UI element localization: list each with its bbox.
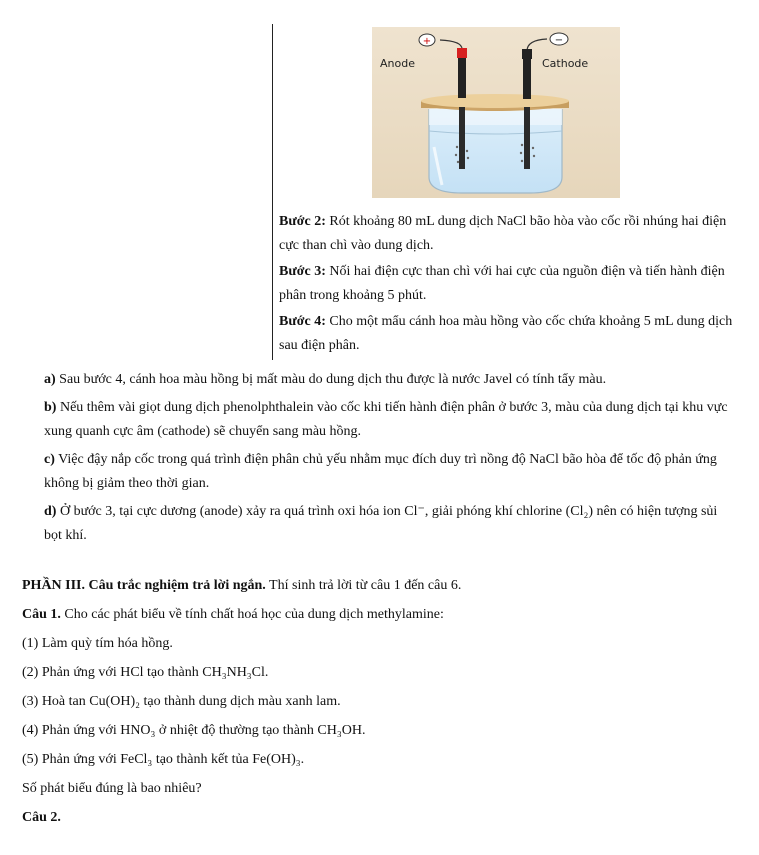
svg-text:+: +: [422, 36, 432, 47]
anode-label: Anode: [380, 57, 415, 70]
question-1: Câu 1. Cho các phát biểu về tính chất hoá học của dung dịch methylamine:: [22, 607, 444, 622]
beaker-icon: [429, 109, 562, 193]
statement-4: (4) Phản ứng với HNO₃ ở nhiệt độ thường tạo thành CH₃OH.: [22, 723, 366, 738]
procedure-steps: [279, 210, 739, 358]
part-three-heading: PHẦN III. Câu trắc nghiệm trả lời ngắn. Thí sinh trả lời từ câu 1 đến câu 6.: [22, 578, 462, 593]
statement-2: (2) Phản ứng với HCl tạo thành CH₃NH₃Cl.: [22, 665, 269, 680]
cathode-label: Cathode: [542, 57, 589, 70]
option-c: c) Việc đậy nắp cốc trong quá trình điện phân chủ yếu nhằm mục đích duy trì nồng độ NaCl bão hòa để tốc độ phản ứng không bị giảm theo thời gian.: [44, 452, 717, 491]
step-4: Bước 4: Cho một mẩu cánh hoa màu hồng vào cốc chứa khoảng 5 mL dung dịch sau điện phân.: [279, 314, 733, 353]
statement-1: (1) Làm quỳ tím hóa hồng.: [22, 636, 173, 651]
option-a: a) Sau bước 4, cánh hoa màu hồng bị mất màu do dung dịch thu được là nước Javel có tính tẩy màu.: [44, 372, 607, 387]
column-divider: [272, 24, 273, 360]
electrolysis-diagram: [372, 27, 620, 198]
part-three: [22, 574, 737, 835]
statement-3: (3) Hoà tan Cu(OH)₂ tạo thành dung dịch màu xanh lam.: [22, 694, 341, 709]
question-1-prompt: Số phát biểu đúng là bao nhiêu?: [22, 781, 202, 796]
svg-text:−: −: [554, 35, 564, 46]
true-false-options: [44, 368, 734, 552]
statement-5: (5) Phản ứng với FeCl₃ tạo thành kết tủa Fe(OH)₃.: [22, 752, 305, 767]
step-2: Bước 2: Rót khoảng 80 mL dung dịch NaCl bão hòa vào cốc rồi nhúng hai điện cực than chì vào dung dịch.: [279, 214, 727, 253]
beaker-lid: [421, 94, 569, 111]
question-2: Câu 2.: [22, 810, 61, 825]
option-d: d) Ở bước 3, tại cực dương (anode) xảy ra quá trình oxi hóa ion Cl⁻, giải phóng khí chlorine (Cl₂) nên có hiện tượng sủi bọt khí.: [44, 504, 718, 543]
option-b: b) Nếu thêm vài giọt dung dịch phenolphthalein vào cốc khi tiến hành điện phân ở bước 3, màu của dung dịch tại khu vực xung quanh cực âm (cathode) sẽ chuyển sang màu hồng.: [44, 400, 728, 439]
step-3: Bước 3: Nối hai điện cực than chì với hai cực của nguồn điện và tiến hành điện phân trong khoảng 5 phút.: [279, 264, 725, 303]
